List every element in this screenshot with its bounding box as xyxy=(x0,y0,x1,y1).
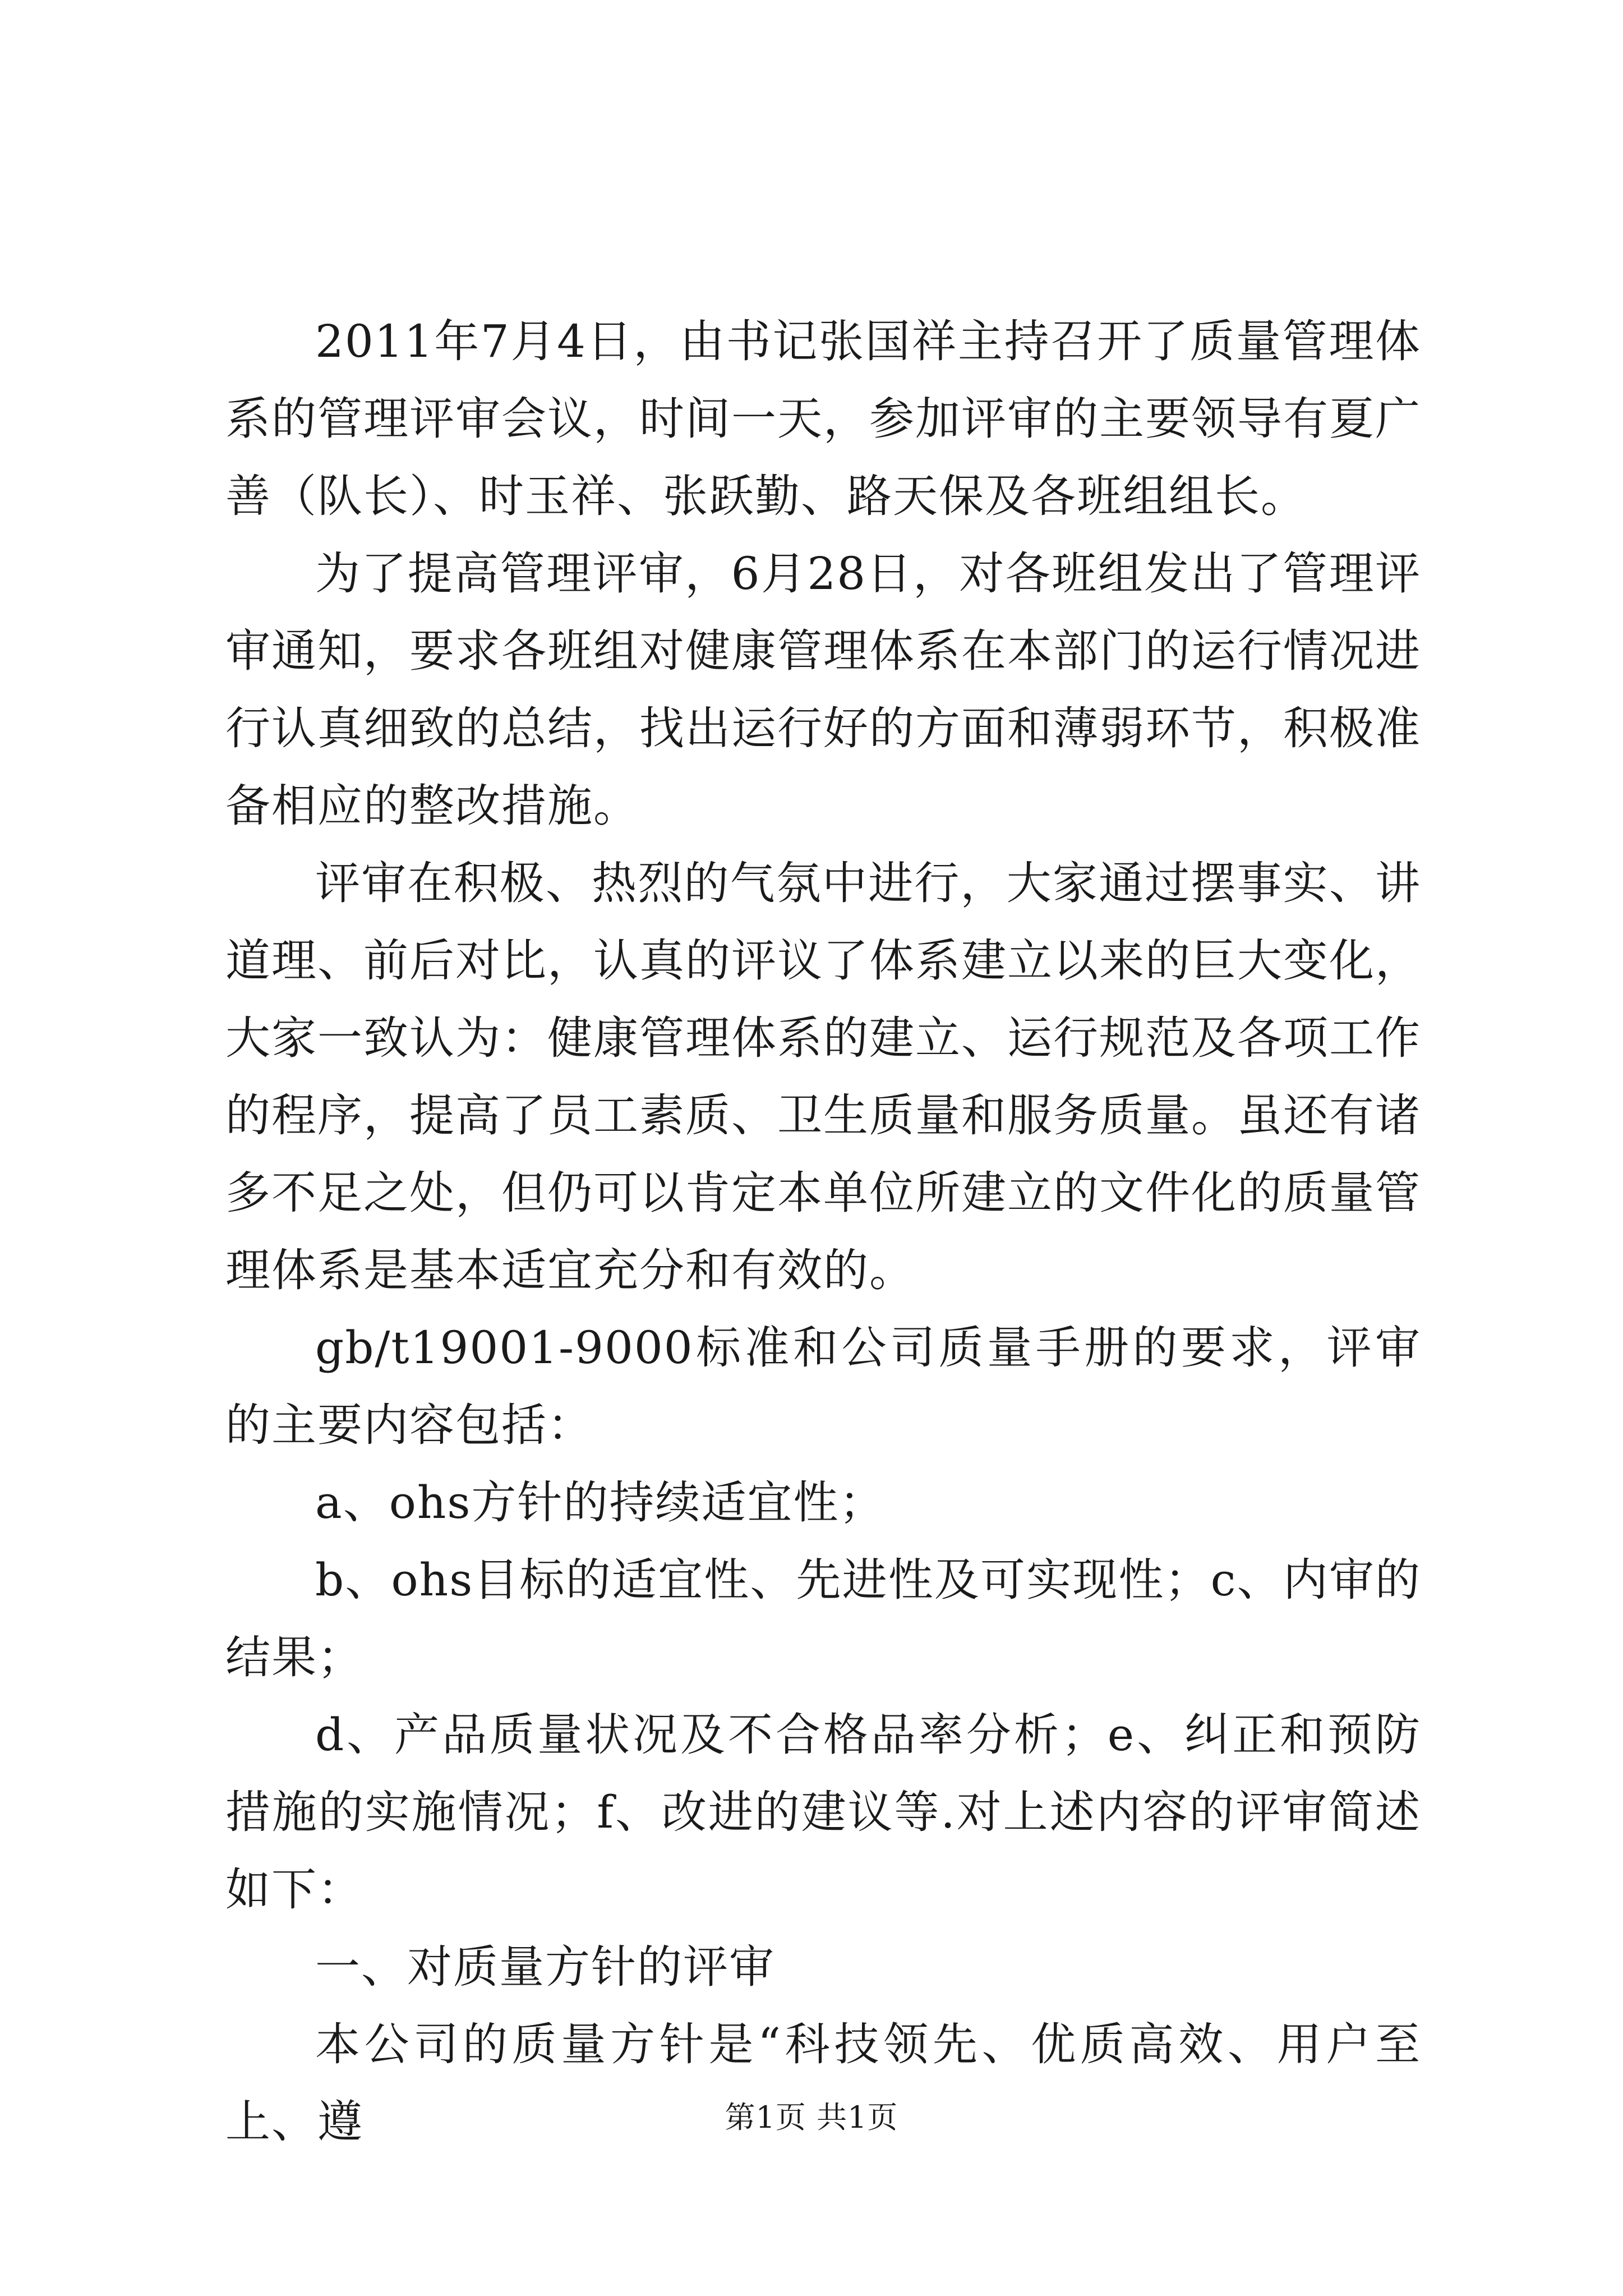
section-heading-quality-policy: 一、对质量方针的评审 xyxy=(315,1941,775,1993)
paragraph-review-content-intro: gb/t19001-9000标准和公司质量手册的要求，评审的主要内容包括： xyxy=(225,1322,1421,1451)
list-item-b-c: b、ohs目标的适宜性、先进性及可实现性；c、内审的结果； xyxy=(225,1554,1421,1683)
page-footer: 第1页 共1页 xyxy=(725,2100,898,2135)
list-item-a: a、ohs方针的持续适宜性； xyxy=(315,1476,886,1529)
paragraph-quality-policy: 本公司的质量方针是“科技领先、优质高效、用户至上、遵 xyxy=(225,2018,1421,2148)
paragraph-meeting-summary: 2011年7月4日，由书记张国祥主持召开了质量管理体系的管理评审会议，时间一天，参加评审的主要领导有夏广善（队长）、时玉祥、张跃勤、路天保及各班组组长。 xyxy=(225,315,1421,522)
list-item-d-e-f: d、产品质量状况及不合格品率分析；e、纠正和预防措施的实施情况；f、改进的建议等.对上述内容的评审简述如下： xyxy=(225,1709,1421,1916)
paragraph-review-notice: 为了提高管理评审，6月28日，对各班组发出了管理评审通知，要求各班组对健康管理体系在本部门的运行情况进行认真细致的总结，找出运行好的方面和薄弱环节，积极准备相应的整改措施。 xyxy=(225,547,1421,832)
paragraph-review-discussion: 评审在积极、热烈的气氛中进行，大家通过摆事实、讲道理、前后对比，认真的评议了体系建立以来的巨大变化，大家一致认为：健康管理体系的建立、运行规范及各项工作的程序，提高了员工素质、卫生质量和服务质量。虽还有诸多不足之处，但仍可以肯定本单位所建立的文件化的质量管理体系是基本适宜充分和有效的。 xyxy=(225,857,1421,1296)
document-body xyxy=(225,303,1421,2161)
